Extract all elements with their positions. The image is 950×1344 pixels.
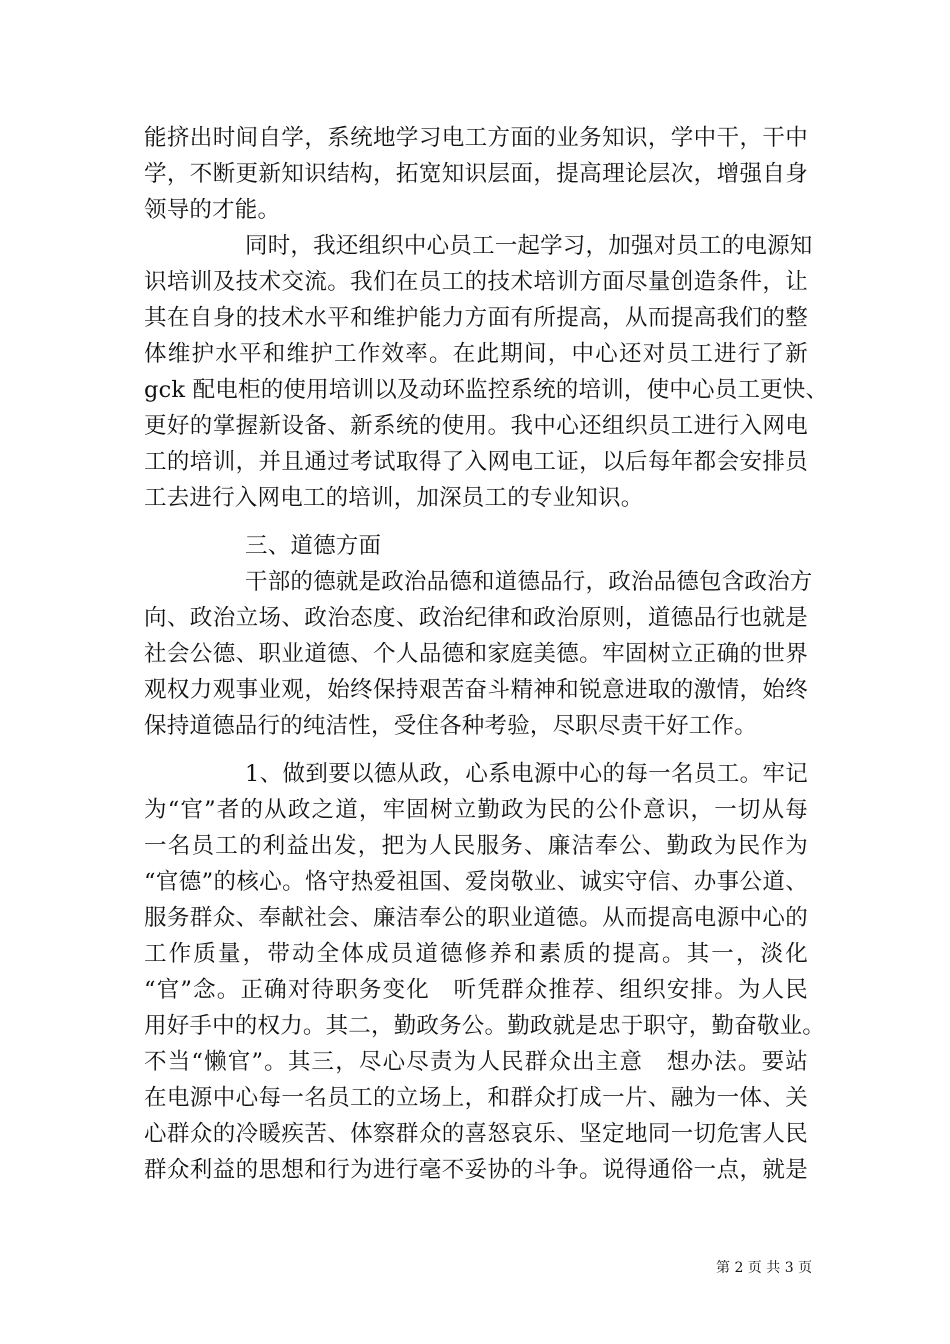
text-line: 在电源中心每一名员工的立场上，和群众打成一片、融为一体、关 [144, 1085, 808, 1111]
text-line: 社会公德、职业道德、个人品德和家庭美德。牢固树立正确的世界 [144, 641, 808, 667]
text-line: 群众利益的思想和行为进行毫不妥协的斗争。说得通俗一点，就是 [144, 1157, 808, 1183]
text-line: 向、政治立场、政治态度、政治纪律和政治原则，道德品行也就是 [144, 605, 808, 631]
text-line: 不当“懒官”。其三，尽心尽责为人民群众出主意 想办法。要站 [144, 1049, 808, 1075]
section-heading: 三、道德方面 [245, 533, 382, 559]
text-line: 体维护水平和维护工作效率。在此期间，中心还对员工进行了新 [144, 341, 808, 367]
text-line: 心群众的冷暖疾苦、体察群众的喜怒哀乐、坚定地同一切危害人民 [144, 1121, 808, 1147]
text-line: gck 配电柜的使用培训以及动环监控系统的培训，使中心员工更快、 [144, 377, 829, 403]
text-line: “官”念。正确对待职务变化 听凭群众推荐、组织安排。为人民 [144, 977, 808, 1003]
text-line: 用好手中的权力。其二，勤政务公。勤政就是忠于职守，勤奋敬业。 [144, 1013, 826, 1039]
text-line: 服务群众、奉献社会、廉洁奉公的职业道德。从而提高电源中心的 [144, 905, 808, 931]
text-line: 保持道德品行的纯洁性，受住各种考验，尽职尽责干好工作。 [144, 713, 757, 739]
text-line: “官德”的核心。恪守热爱祖国、爱岗敬业、诚实守信、办事公道、 [144, 869, 808, 895]
text-line: 工去进行入网电工的培训，加深员工的专业知识。 [144, 485, 644, 511]
text-line: 为“官”者的从政之道，牢固树立勤政为民的公仆意识，一切从每 [144, 797, 808, 823]
text-line: 其在自身的技术水平和维护能力方面有所提高，从而提高我们的整 [144, 305, 808, 331]
page-number-footer: 第 2 页 共 3 页 [716, 1260, 813, 1276]
text-line: 更好的掌握新设备、新系统的使用。我中心还组织员工进行入网电 [144, 413, 808, 439]
text-line: 能挤出时间自学，系统地学习电工方面的业务知识，学中干，干中 [144, 125, 808, 151]
paragraph-first-line: 同时，我还组织中心员工一起学习，加强对员工的电源知 [245, 233, 813, 259]
text-line: 识培训及技术交流。我们在员工的技术培训方面尽量创造条件，让 [144, 269, 808, 295]
text-line: 领导的才能。 [144, 197, 281, 223]
text-line: 一名员工的利益出发，把为人民服务、廉洁奉公、勤政为民作为 [144, 833, 808, 859]
paragraph-first-line: 干部的德就是政治品德和道德品行，政治品德包含政治方 [245, 569, 813, 595]
text-line: 工的培训，并且通过考试取得了入网电工证，以后每年都会安排员 [144, 449, 808, 475]
text-line: 工作质量，带动全体成员道德修养和素质的提高。其一，淡化 [144, 941, 808, 967]
text-line: 学，不断更新知识结构，拓宽知识层面，提高理论层次，增强自身 [144, 161, 808, 187]
text-line: 观权力观事业观，始终保持艰苦奋斗精神和锐意进取的激情，始终 [144, 677, 808, 703]
paragraph-first-line: 1、做到要以德从政，心系电源中心的每一名员工。牢记 [245, 761, 808, 787]
